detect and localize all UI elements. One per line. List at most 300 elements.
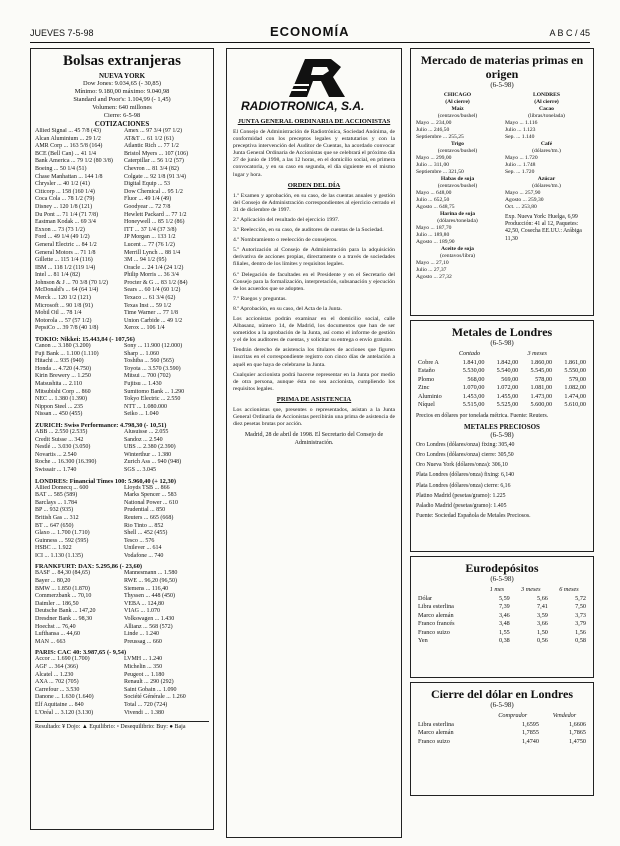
list-item: Fuji Bank ... 1.100 (1.110): [35, 350, 99, 357]
list-item: Mínimo: 9.180,00 máximo: 9.040,98: [74, 88, 170, 95]
tokyo-right-col: [124, 343, 209, 419]
chicago-col: [416, 92, 499, 281]
list-item: Allianz ... 568 (572): [124, 623, 173, 630]
commodity-row: Mayo ... 27,10: [416, 260, 449, 266]
list-item: Mitsubishi Corp ... 860: [35, 388, 91, 395]
table-cell: 579,00: [568, 375, 586, 383]
commodity-row: Oct. ... 253,80: [505, 204, 537, 210]
column-header: 1 mes: [489, 586, 505, 593]
commodity-name: Azúcar: [537, 176, 556, 182]
commodity-row: Julio ... 246,50: [416, 127, 450, 133]
list-item: Bayer ... 80,20: [35, 578, 71, 585]
list-item: Platino Madrid (pesetas/gramo): 1.225: [416, 492, 506, 499]
list-item: Hoechst ... 76,40: [35, 623, 76, 630]
list-item: Novartis ... 2.540: [35, 451, 77, 458]
table-cell: Níquel: [418, 401, 435, 408]
list-item: Dresdner Bank ... 98,30: [35, 616, 93, 623]
metales-date: (6-5-98): [490, 339, 514, 347]
table-cell: 569,00: [501, 375, 519, 383]
list-item: Alcatel ... 1.230: [35, 671, 74, 678]
list-item: British Gas ... 312: [35, 514, 79, 521]
table-cell: 5.540,00: [496, 367, 519, 374]
commodity-row: Agosto ... 648,75: [416, 204, 455, 210]
list-item: NEC ... 1.380 (1.390): [35, 396, 87, 403]
list-item: Danone ... 1.630 (1.640): [35, 694, 94, 701]
list-item: Saint Gobain ... 1.090: [124, 686, 177, 693]
list-item: Tokyo Electric ... 2.550: [124, 396, 181, 403]
table-cell: 5,72: [575, 594, 586, 602]
list-item: Rio Tinto ... 852: [124, 522, 164, 529]
materias-primas-box: [410, 48, 594, 316]
commodity-name: Maíz: [451, 106, 464, 112]
list-item: Total ... 720 (724): [124, 701, 168, 708]
london-left-col: [35, 485, 120, 561]
chicago-unit: (Al cierre): [445, 99, 470, 105]
table-cell: Franco suizo: [418, 737, 450, 745]
paris-quotes: [35, 656, 209, 717]
list-item: JP Morgan ... 133 1/2: [124, 234, 176, 241]
list-item: Merck ... 120 1/2 (121): [35, 295, 91, 302]
list-item: HSBC ... 1.922: [35, 545, 72, 552]
list-item: BMW ... 1.850 (1.870): [35, 585, 90, 592]
table-cell: 5.525,00: [496, 401, 519, 408]
commodity-row: Julio ... 311,00: [416, 162, 450, 168]
list-item: PepsiCo ... 39 7/8 (40 1/8): [35, 325, 99, 332]
list-item: Dow Jones: 9.034,65 (- 30,85): [83, 80, 161, 87]
list-item: AGF ... 364 (366): [35, 664, 78, 670]
list-item: Amex ... 97 3/4 (97 1/2): [124, 128, 182, 134]
list-item: Lloyds TSB ... 866: [124, 484, 170, 491]
list-item: Winterthur ... 1.380: [124, 451, 172, 458]
list-item: Johnson & J ... 70 3/8 (70 1/2): [35, 279, 109, 286]
table-cell: 3,79: [575, 620, 586, 627]
list-item: Shell ... 452 (455): [124, 530, 168, 537]
table-cell: 1.070,00: [462, 384, 485, 391]
column-header: Contado: [458, 350, 481, 357]
commodity-row: Mayo ... 234,00: [416, 120, 452, 126]
list-item: LVMH ... 1.240: [124, 656, 163, 663]
london-mp-note: Exp. Nueva York: Huelga, 6,99 Producción: 41 al 12, Paquetes: 42,50, Cosecha EE.UU.: Arábiga 11,30: [505, 214, 582, 242]
materias-grid: [416, 92, 588, 281]
commodity-row: Julio ... 1.123: [505, 127, 536, 133]
company-logo: [233, 53, 395, 115]
list-item: BP ... 932 (935): [35, 507, 74, 514]
table-cell: 1,50: [537, 628, 548, 636]
commodity-row: Julio ... 189,80: [416, 232, 450, 238]
list-item: General Motors ... 71 1/8: [35, 249, 96, 256]
list-item: Renault ... 290 (292): [124, 679, 174, 686]
table-cell: 1.455,00: [496, 392, 519, 400]
list-item: McDonald's ... 64 (64 1/4): [35, 287, 99, 294]
london-right-col: [124, 485, 209, 561]
commodity-unit: (libras/tonelada): [528, 113, 565, 119]
table-row: [416, 637, 588, 646]
list-item: Mannesmann ... 1.580: [124, 570, 178, 577]
table-header-row: [416, 350, 588, 359]
metales-note: Precios en dólares por tonelada métrica. Fuente: Reuters.: [416, 412, 549, 419]
table-header-row: [416, 712, 588, 721]
zurich-left-col: [35, 429, 120, 475]
page-number: A B C / 45: [549, 28, 590, 38]
notice-heading: JUNTA GENERAL ORDINARIA DE ACCIONISTAS: [237, 118, 391, 125]
table-row: [416, 620, 588, 629]
materias-title: Mercado de materias primas en origen: [420, 53, 584, 81]
metales-box: [410, 320, 594, 552]
list-item: Vodafone ... 740: [124, 552, 164, 559]
commodity-row: Sep. ... 1.140: [505, 134, 535, 140]
table-cell: Marco alemán: [418, 729, 454, 736]
table-cell: 1.841,00: [462, 358, 485, 366]
list-item: Tesco ... 576: [124, 537, 155, 544]
commodity-unit: (dólares/tm.): [532, 148, 561, 154]
ny-summary: [35, 80, 209, 120]
list-item: Bristol Myers ... 107 (106): [124, 150, 189, 157]
eurodepositos-box: [410, 556, 594, 678]
commodity-name: Habas de soja: [440, 176, 475, 182]
commodity-row: Mayo ... 257,90: [505, 190, 541, 196]
section-title: ECONOMÍA: [270, 24, 350, 39]
list-item: Nissan ... 450 (455): [35, 411, 83, 418]
table-cell: 1.473,00: [530, 392, 553, 400]
preciosos-note: Fuente: Sociedad Española de Metales Preciosos.: [416, 513, 531, 520]
list-item: Reuters ... 665 (668): [124, 514, 174, 521]
commodity-unit: (dólares/tm.): [532, 183, 561, 189]
list-item: Kirin Brewery ... 1.250: [35, 373, 91, 380]
list-item: Swissair ... 1.740: [35, 466, 77, 473]
list-item: Du Pont ... 71 1/4 (71 7/8): [35, 211, 99, 218]
list-item: AMR Corp ... 163 5/8 (164): [35, 143, 103, 150]
list-item: Sharp ... 1.060: [124, 350, 159, 357]
commodity-unit: (centavos/libra): [439, 253, 476, 259]
list-item: ABB ... 2.550 (2.535): [35, 428, 88, 435]
list-item: Honeywell ... 85 1/2 (86): [124, 219, 185, 226]
dolar-date: (6-5-98): [490, 701, 514, 709]
table-row: [416, 401, 588, 410]
table-cell: Zinc: [418, 384, 430, 391]
column-header: [554, 350, 588, 359]
table-cell: 1.860,00: [530, 358, 553, 366]
list-item: Sumitomo Bank ... 1.290: [124, 388, 185, 395]
list-item: Philip Morris ... 36 3/4: [124, 272, 179, 279]
table-row: [416, 729, 588, 738]
list-item: Ford ... 49 1/4 (49 1/2): [35, 234, 90, 241]
list-item: Plata Londres (dólares/onza) fixing: 6,140: [416, 472, 515, 479]
list-item: Prudential ... 850: [124, 507, 166, 514]
list-item: SGS ... 3.045: [124, 466, 157, 473]
notice-representation: Cualquier accionista podrá hacerse representar en la Junta por medio de otra persona, aunque ésta no sea accionista, cumpliendo los requisitos legales.: [233, 371, 395, 392]
list-item: Zurich Ass ... 940 (948): [124, 459, 182, 466]
table-cell: 1,6595: [521, 720, 539, 728]
page-header: [0, 0, 620, 40]
metales-table: [416, 350, 588, 410]
list-item: Nippon Steel ... 235: [35, 403, 83, 410]
table-cell: Franco francés: [418, 620, 455, 627]
list-item: Volkswagen ... 1.430: [124, 616, 175, 623]
table-cell: 1.082,00: [564, 384, 586, 391]
list-item: Hewlett Packard ... 77 1/2: [124, 211, 187, 218]
ny-heading: NUEVA YORK: [98, 72, 146, 80]
list-item: BAT ... 585 (589): [35, 492, 78, 499]
table-cell: Marco alemán: [418, 611, 454, 619]
commodity-unit: (centavos/bushel): [437, 148, 478, 154]
table-cell: 5.610,00: [564, 401, 586, 408]
list-item: Fujitsu ... 1.430: [124, 381, 162, 387]
table-row: [416, 384, 588, 393]
tokyo-quotes: [35, 343, 209, 419]
notice-documents: Los accionistas podrán examinar en el domicilio social, calle Albasanz, número 14, de Madrid, los documentos que han de ser sometidos a la aprobación de la Junta, así como el informe de gestión y el de los auditores de cuentas, y solicitar su entrega o envío gratuito.: [233, 315, 395, 344]
table-cell: 1.453,00: [462, 392, 485, 400]
list-item: Caterpillar ... 56 1/2 (57): [124, 158, 184, 165]
list-item: Seiko ... 1.040: [124, 411, 159, 418]
ny-right-col: [124, 128, 209, 333]
ny-left-col: [35, 128, 120, 333]
table-header-row: [416, 586, 588, 595]
list-item: Boeing ... 50 1/4 (51): [35, 165, 87, 172]
table-cell: 1.842,00: [496, 358, 519, 366]
zurich-heading: ZURICH: Swiss Performance: 4.798,30 (- 10,51): [35, 421, 167, 429]
list-item: Alcan Aluminium ... 29 1/2: [35, 135, 101, 142]
header-rule: [30, 42, 590, 43]
paris-right-col: [124, 656, 209, 717]
list-item: Sony ... 11.900 (12.000): [124, 343, 183, 350]
list-item: Mobil Oil ... 78 1/4: [35, 310, 82, 317]
zurich-right-col: [124, 429, 209, 475]
table-row: [416, 629, 588, 638]
london-heading: LONDRES: Financial Times 100: 5.960,40 (+ 12,30): [35, 477, 176, 485]
commodity-row: Mayo ... 648,00: [416, 190, 452, 196]
london-col: [505, 92, 588, 281]
commodity-row: Mayo ... 299,00: [416, 155, 452, 161]
list-item: Accor ... 1.690 (1.700): [35, 656, 90, 663]
commodity-name: Trigo: [451, 141, 464, 147]
table-row: [416, 393, 588, 402]
commodity-name: Harina de soja: [439, 211, 476, 217]
dolar-box: [410, 682, 594, 796]
list-item: BT ... 647 (650): [35, 522, 74, 529]
table-cell: 5,59: [498, 594, 510, 602]
list-item: Dow Chemical ... 95 1/2: [124, 188, 183, 195]
list-item: Honda ... 4.720 (4.750): [35, 365, 91, 372]
table-cell: 7,39: [498, 603, 510, 610]
list-item: Matsushita ... 2.110: [35, 381, 83, 387]
header-date: JUEVES 7-5-98: [30, 28, 94, 38]
frankfurt-left-col: [35, 570, 120, 646]
list-item: Vivendi ... 1.380: [124, 709, 164, 716]
list-item: Bank America ... 79 1/2 (80 3/8): [35, 158, 113, 165]
table-cell: 1,4750: [568, 737, 586, 745]
list-item: 8.º Aprobación, en su caso, del Acta de la Junta.: [233, 305, 343, 312]
table-cell: 1,55: [498, 628, 510, 636]
list-item: Daimler ... 186,50: [35, 600, 79, 607]
ny-subheading: COTIZACIONES: [94, 120, 150, 128]
list-item: Oracle ... 24 1/4 (24 1/2): [124, 264, 184, 271]
list-item: Texas Inst ... 59 1/2: [124, 302, 172, 309]
table-cell: 0,38: [498, 637, 510, 644]
list-item: RWE ... 96,20 (96,50): [124, 578, 177, 585]
list-item: Hitachi ... 935 (940): [35, 358, 84, 365]
preciosos-date: (6-5-98): [490, 430, 514, 439]
list-item: 4.º Nombramiento o reelección de consejeros.: [233, 237, 338, 244]
commodity-row: Julio ... 652,50: [416, 197, 450, 203]
list-item: Siemens ... 116,40: [124, 585, 169, 592]
list-item: Michelin ... 350: [124, 664, 163, 670]
list-item: Commerzbank ... 70,10: [35, 593, 92, 600]
list-item: 3M ... 94 1/2 (95): [124, 257, 167, 264]
prima-heading: PRIMA DE ASISTENCIA: [276, 395, 352, 403]
list-item: 2.º Aplicación del resultado del ejercicio 1997.: [233, 216, 340, 223]
euro-date: (6-5-98): [490, 575, 514, 583]
commodity-row: Mayo ... 1.116: [505, 120, 538, 126]
table-cell: 578,00: [535, 375, 553, 383]
column-header: 3 meses: [521, 586, 541, 593]
list-item: Nestlé ... 3.030 (3.050): [35, 444, 91, 451]
table-cell: 1,7865: [568, 729, 586, 736]
table-cell: 1,6606: [568, 720, 586, 728]
table-cell: Cobre A: [418, 358, 439, 366]
bolsas-footnote: Resultado: ¥ Dojo: ▲ Equilibrio: ▫ Desequilibrio: Buy: ● Baja: [35, 721, 209, 732]
list-item: Unilever ... 614: [124, 545, 162, 552]
table-row: [416, 367, 588, 376]
table-cell: Libra esterlina: [418, 720, 454, 728]
table-cell: Plomo: [418, 375, 435, 383]
frankfurt-heading: FRANKFURT: DAX: 5.295,86 (- 23,60): [35, 563, 143, 571]
table-cell: 3,46: [498, 611, 510, 619]
table-row: [416, 603, 588, 612]
list-item: Colgate ... 92 1/8 (91 3/4): [124, 173, 186, 180]
list-item: Coca Cola ... 78 1/2 (79): [35, 196, 95, 203]
commodity-row: Agosto ... 27,32: [416, 274, 452, 280]
table-cell: 3,48: [498, 620, 510, 627]
list-item: Barclays ... 1.784: [35, 499, 77, 506]
table-cell: 1.081,00: [530, 384, 553, 391]
commodity-unit: (dólares/tonelada): [437, 218, 478, 224]
table-cell: 7,50: [575, 603, 586, 610]
list-item: Chase Manhattan ... 144 1/8: [35, 173, 103, 180]
commodity-row: Agosto ... 189,90: [416, 239, 455, 245]
list-item: Disney ... 120 1/8 (121): [35, 203, 93, 210]
list-item: Oro Londres (dólares/onza) fixing: 305,40: [416, 441, 515, 448]
list-item: Alusuisse ... 2.055: [124, 428, 169, 435]
list-item: IBM ... 118 1/2 (119 1/4): [35, 264, 96, 271]
materias-date: (6-5-98): [490, 81, 514, 89]
list-item: Elf Aquitaine ... 840: [35, 701, 84, 708]
list-item: Union Carbide ... 49 1/2: [124, 317, 183, 324]
notice-attendance: Tendrán derecho de asistencia los titulares de acciones que figuren inscritas en el correspondiente registro con cinco días de antelación a aquél en que haya de celebrarse la Junta.: [233, 347, 395, 368]
list-item: Toshiba ... 560 (565): [124, 358, 174, 365]
list-item: Credit Suisse ... 342: [35, 436, 84, 443]
dolar-table: [416, 712, 588, 746]
list-item: Lufthansa ... 44,60: [35, 631, 80, 638]
list-item: Time Warner ... 77 1/8: [124, 310, 179, 317]
list-item: Sears ... 60 1/4 (60 1/2): [124, 287, 181, 294]
list-item: Digital Equip ... 53: [124, 181, 170, 188]
notice-intro: El Consejo de Administración de Radiotrónica, Sociedad Anónima, de conformidad con los preceptos legales y estatutarios y con la preceptiva intervención del Auditor de Cuentas, ha acordado convocar Junta General Ordinaria de Accionistas que se celebrará el próximo día 27 de junio de 1998, a las 12 horas, en el domicilio social, en primera convocatoria, y en su caso en segunda, el día siguiente en el mismo lugar y hora.: [233, 129, 395, 178]
list-item: Microsoft ... 90 1/8 (91): [35, 302, 93, 309]
list-item: Mitsui ... 700 (702): [124, 373, 171, 380]
tokyo-left-col: [35, 343, 120, 419]
table-row: [416, 376, 588, 385]
list-item: Eastman Kodak ... 69 3/4: [35, 219, 96, 226]
column-header: Vendedor: [552, 712, 577, 719]
table-row: [416, 738, 588, 747]
commodity-name: Aceite de soja: [441, 246, 474, 252]
notice-signature: Madrid, 28 de abril de 1998. El Secretario del Consejo de Administración.: [244, 432, 384, 446]
table-cell: 568,00: [467, 375, 485, 383]
column-header: [486, 350, 520, 359]
list-item: 1.º Examen y aprobación, en su caso, de las cuentas anuales y gestión del Consejo de Administración correspondientes al ejercicio cerrado el 31 de diciembre de 1997.: [233, 192, 395, 213]
list-item: ICI ... 1.130 (1.135): [35, 552, 83, 559]
chicago-sections: [416, 106, 499, 281]
paris-heading: PARIS: CAC 40: 3.987,65 (- 9,54): [35, 649, 127, 657]
column-header: [416, 712, 485, 721]
list-item: 7.º Ruegos y preguntas.: [233, 295, 287, 302]
frankfurt-right-col: [124, 570, 209, 646]
table-cell: 0,56: [537, 637, 548, 644]
list-item: Roche ... 16.300 (16.390): [35, 459, 97, 466]
table-cell: 5.545,00: [530, 367, 553, 374]
company-name: RADIOTRONICA, S.A.: [241, 99, 365, 113]
commodity-name: Café: [540, 141, 553, 147]
table-cell: 5.515,00: [462, 401, 485, 408]
radiotronica-logo-icon: [283, 55, 353, 99]
list-item: Marks Spencer ... 583: [124, 492, 177, 499]
agenda-items: [233, 193, 395, 313]
london-quotes: [35, 485, 209, 561]
table-cell: 1,56: [575, 628, 586, 636]
metales-title: Metales de Londres: [451, 325, 553, 339]
table-cell: 3,59: [537, 611, 548, 619]
list-item: Deutsche Bank ... 147,20: [35, 608, 96, 615]
table-cell: 5,66: [537, 594, 548, 602]
list-item: L'Oréal ... 3.120 (3.130): [35, 709, 94, 716]
euro-table: [416, 586, 588, 646]
list-item: VIAG ... 1.070: [124, 608, 160, 615]
table-cell: Dólar: [418, 594, 433, 602]
commodity-unit: (centavos/bushel): [437, 113, 478, 119]
table-row: [416, 721, 588, 730]
list-item: Cierre: 6-5-98: [103, 112, 141, 119]
column-header: 3 meses: [527, 350, 547, 357]
chicago-heading: CHICAGO: [443, 92, 472, 98]
agenda-heading: ORDEN DEL DÍA: [287, 181, 341, 189]
table-cell: Aluminio: [418, 392, 442, 400]
preciosos-heading: METALES PRECIOSOS: [464, 422, 540, 431]
list-item: Texaco ... 61 3/4 (62): [124, 295, 176, 302]
table-cell: 1,4740: [521, 737, 539, 745]
list-item: Merrill Lynch ... 88 1/4: [124, 249, 181, 256]
paris-left-col: [35, 656, 120, 717]
list-item: Sandoz ... 2.540: [124, 436, 163, 443]
list-item: Gillette ... 115 1/4 (116): [35, 257, 93, 264]
commodity-row: Julio ... 27,37: [416, 267, 447, 273]
table-cell: 5.550,00: [564, 367, 586, 374]
london-mp-heading: LONDRES: [532, 92, 561, 98]
list-item: Paladio Madrid (pesetas/gramo): 1.405: [416, 502, 507, 509]
list-item: Carrefour ... 3.530: [35, 686, 80, 693]
list-item: General Electric ... 84 1/2: [35, 241, 97, 248]
table-cell: 5.600,00: [530, 401, 553, 408]
table-row: [416, 595, 588, 604]
list-item: Société Générale ... 1.260: [124, 694, 186, 701]
list-item: ITT ... 37 1/4 (37 3/8): [124, 226, 177, 233]
notice-prima: Los accionistas que, presentes o representados, asistan a la Junta General Ordinaria de Accionistas percibirán una prima de asistencia de diez pesetas brutas por acción.: [233, 406, 395, 428]
list-item: AXA ... 702 (705): [35, 679, 79, 686]
list-item: MAN ... 663: [35, 638, 66, 645]
list-item: Allied Signal ... 45 7/8 (43): [35, 128, 101, 134]
right-column: [410, 48, 594, 800]
list-item: Motorola ... 57 (57 1/2): [35, 317, 92, 324]
list-item: Chrysler ... 40 1/2 (41): [35, 181, 90, 188]
